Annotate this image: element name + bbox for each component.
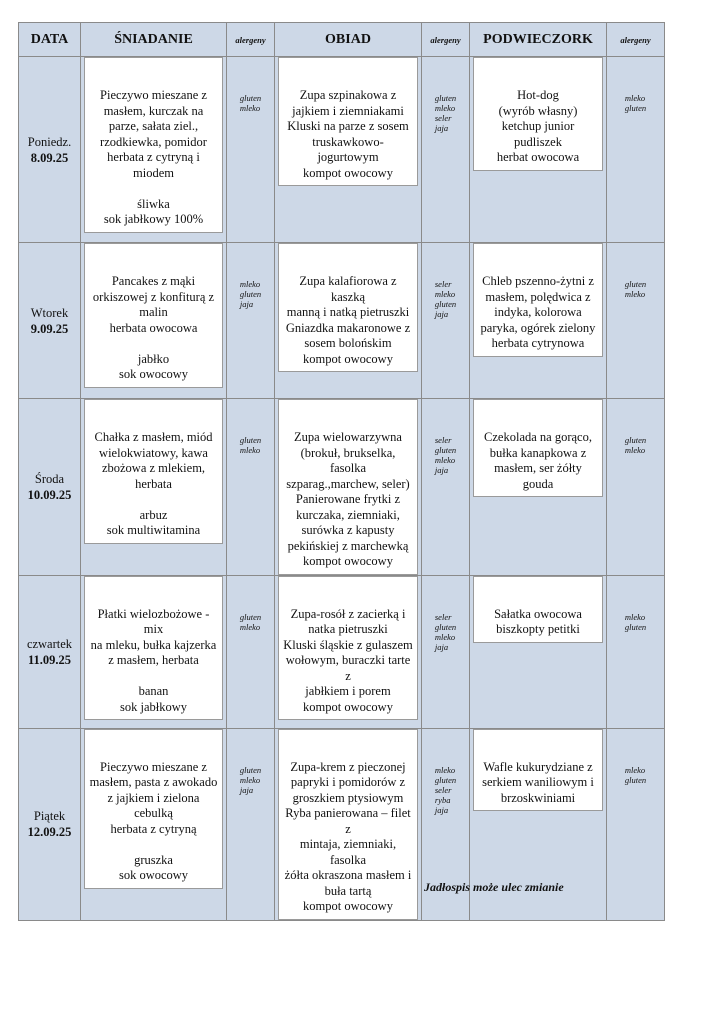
menu-line: masłem, pasta z awokado	[89, 775, 218, 789]
snack-allergens-cell	[607, 399, 665, 576]
menu-line: z jajkiem i zielona	[107, 790, 200, 805]
day-date: 10.09.25	[27, 487, 72, 502]
allergen-item: gluten	[624, 435, 647, 445]
menu-line: zbożowa z mlekiem,	[101, 461, 206, 475]
allergen-item: gluten	[624, 621, 647, 632]
menu-line: Pieczywo mieszane z	[100, 88, 207, 102]
menu-line: mix	[143, 622, 164, 636]
menu-line: jabłkiem i porem	[305, 684, 391, 698]
allergen-item: gluten	[624, 279, 647, 289]
menu-change-note: Jadłospis może ulec zmianie	[424, 880, 564, 894]
day-name: czwartek	[26, 636, 73, 651]
breakfast-allergens-cell	[227, 728, 275, 920]
allergen-item: seler	[434, 784, 452, 795]
snack-cell	[470, 399, 607, 576]
menu-line: herbata	[135, 476, 172, 491]
menu-line: banan	[138, 684, 169, 698]
allergen-item: mleko	[434, 289, 456, 299]
breakfast-cell-box	[84, 57, 223, 233]
allergen-list	[240, 279, 261, 309]
breakfast-allergens-cell	[227, 243, 275, 399]
menu-line: pudliszek	[514, 134, 562, 149]
menu-line: sok owocowy	[118, 367, 189, 381]
menu-line: masłem, ser żółty gouda	[494, 461, 582, 491]
snack-cell-box	[473, 576, 603, 643]
allergen-item: mleko	[239, 445, 261, 455]
snack-allergens-cell	[607, 575, 665, 728]
day-name: Piątek	[33, 809, 66, 823]
allergen-item: mleko	[434, 103, 456, 113]
header-allergens-snack: alergeny	[607, 23, 665, 57]
day-cell	[19, 57, 81, 243]
allergen-list	[625, 765, 646, 785]
lunch-cell	[275, 399, 422, 576]
allergen-item: gluten	[434, 445, 457, 455]
menu-line: natka pietruszki	[308, 622, 388, 636]
menu-line: Kluski śląskie z gulaszem	[283, 637, 413, 652]
menu-line: wielokwiatowy, kawa	[99, 445, 208, 460]
allergen-item: seler	[434, 113, 452, 123]
allergen-list	[625, 279, 646, 299]
menu-line: groszkiem ptysiowym	[292, 790, 404, 805]
menu-line: papryki i pomidorów z	[290, 775, 406, 789]
menu-line: sok multiwitamina	[106, 523, 201, 537]
breakfast-allergens-cell	[227, 57, 275, 243]
menu-line: rzodkiewka, pomidor	[100, 134, 207, 149]
menu-line: śliwka	[137, 196, 170, 211]
header-date: DATA	[19, 23, 81, 57]
menu-line: Zupa-rosół z zacierką i	[290, 606, 406, 621]
menu-line: ketchup junior	[501, 119, 575, 133]
snack-cell-box	[473, 729, 603, 812]
header-lunch: OBIAD	[275, 23, 422, 57]
allergen-item: jaja	[434, 804, 449, 815]
day-name: Poniedz.	[27, 134, 72, 149]
menu-line: Zupa kalafiorowa z kaszką	[299, 274, 397, 304]
day-row	[19, 399, 665, 576]
menu-line: parze, sałata ziel.,	[108, 119, 199, 133]
lunch-allergens-cell	[422, 243, 470, 399]
menu-line: paryka, ogórek zielony	[480, 320, 596, 335]
menu-line: Pieczywo mieszane z	[100, 759, 207, 774]
menu-line	[89, 492, 218, 508]
header-snack: PODWIECZORK	[470, 23, 607, 57]
menu-line: pekińskiej z marchewką	[287, 538, 409, 553]
lunch-cell	[275, 728, 422, 920]
snack-cell-box	[473, 399, 603, 497]
menu-line: herbata owocowa	[109, 320, 198, 335]
menu-line: malin	[139, 305, 168, 319]
menu-line	[89, 669, 218, 685]
menu-line: Panierowane frytki z	[295, 492, 401, 506]
allergen-item: mleko	[434, 764, 456, 775]
allergen-item: seler	[434, 279, 452, 289]
menu-line	[89, 837, 218, 853]
day-cell	[19, 575, 81, 728]
allergen-list	[240, 435, 261, 455]
snack-cell-box	[473, 57, 603, 171]
menu-line: herbata cytrynowa	[491, 336, 585, 350]
allergen-item: gluten	[239, 93, 262, 103]
snack-cell	[470, 243, 607, 399]
allergen-item: jaja	[239, 299, 254, 309]
breakfast-allergens-cell	[227, 399, 275, 576]
allergen-item: mleko	[239, 103, 261, 113]
menu-line: surówka z kapusty	[301, 523, 395, 537]
allergen-item: jaja	[434, 465, 449, 475]
day-date: 12.09.25	[27, 825, 72, 839]
menu-line: gruszka	[134, 852, 173, 867]
allergen-item: jaja	[434, 309, 449, 319]
allergen-item: mleko	[624, 611, 646, 622]
allergen-list	[240, 93, 261, 113]
menu-line: (wyrób własny)	[498, 103, 578, 118]
menu-line: żółta okraszona masłem i	[284, 868, 412, 882]
allergen-item: gluten	[434, 93, 457, 103]
menu-line: Gniazdka makaronowe z	[285, 320, 411, 335]
menu-line: na mleku, bułka kajzerka	[90, 637, 217, 652]
menu-line: kompot owocowy	[303, 554, 393, 568]
snack-allergens-cell	[607, 243, 665, 399]
allergen-item: gluten	[239, 611, 262, 622]
menu-line: Chleb pszenno-żytni z	[482, 274, 594, 288]
lunch-cell-box	[278, 243, 418, 372]
allergen-list	[435, 765, 456, 815]
allergen-item: gluten	[434, 299, 457, 309]
allergen-list	[625, 435, 646, 455]
allergen-list	[435, 93, 456, 133]
breakfast-cell-box	[84, 243, 223, 388]
allergen-list	[435, 612, 456, 652]
allergen-item: mleko	[624, 93, 646, 103]
menu-line: Ryba panierowana – filet z	[285, 806, 411, 836]
menu-line: Wafle kukurydziane z	[483, 759, 593, 774]
allergen-list	[240, 765, 261, 795]
allergen-item: ryba	[434, 794, 451, 805]
breakfast-allergens-cell	[227, 575, 275, 728]
allergen-item: gluten	[624, 774, 647, 785]
menu-table	[18, 22, 665, 921]
day-cell	[19, 728, 81, 920]
allergen-item: mleko	[624, 764, 646, 775]
snack-cell	[470, 575, 607, 728]
lunch-cell	[275, 243, 422, 399]
snack-allergens-cell	[607, 57, 665, 243]
allergen-item: gluten	[624, 103, 647, 113]
snack-cell	[470, 57, 607, 243]
menu-line: Kluski na parze z sosem	[287, 119, 409, 133]
menu-line: (brokuł, brukselka, fasolka	[300, 445, 396, 475]
menu-body	[19, 57, 665, 921]
breakfast-cell-box	[84, 729, 223, 889]
snack-cell-box	[473, 243, 603, 357]
allergen-list	[435, 279, 456, 319]
menu-line: sok owocowy	[118, 868, 189, 882]
menu-line: mintaja, ziemniaki, fasolka	[299, 837, 397, 867]
menu-line: cebulką	[134, 806, 173, 820]
allergen-list	[435, 435, 456, 475]
allergen-item: mleko	[239, 774, 261, 785]
day-name: Wtorek	[30, 305, 69, 320]
menu-line: manną i natką pietruszki	[286, 305, 410, 319]
menu-line: Hot-dog	[517, 88, 559, 102]
menu-line: Zupa wielowarzywna	[294, 430, 402, 444]
menu-line: sok jabłkowy 100%	[103, 212, 204, 226]
allergen-item: mleko	[434, 631, 456, 642]
menu-line: sok jabłkowy	[119, 699, 187, 714]
allergen-item: jaja	[434, 641, 449, 652]
menu-line: bułka kanapkowa z	[489, 445, 587, 460]
menu-line: Płatki wielozbożowe -	[97, 606, 210, 621]
menu-line: wołowym, buraczki tarte z	[285, 653, 411, 683]
menu-line: herbat owocowa	[496, 150, 580, 164]
day-row	[19, 57, 665, 243]
lunch-cell	[275, 57, 422, 243]
menu-line: Chałka z masłem, miód	[94, 430, 213, 444]
day-name: Środa	[34, 471, 65, 486]
menu-line: brzoskwiniami	[500, 790, 576, 805]
day-row	[19, 728, 665, 920]
menu-line: Zupa szpinakowa z	[299, 88, 397, 102]
allergen-item: mleko	[239, 621, 261, 632]
lunch-allergens-cell	[422, 57, 470, 243]
header-breakfast: ŚNIADANIE	[81, 23, 227, 57]
allergen-item: gluten	[239, 289, 262, 299]
allergen-item: jaja	[434, 123, 449, 133]
lunch-allergens-cell	[422, 399, 470, 576]
breakfast-cell	[81, 57, 227, 243]
menu-line: buła tartą	[324, 883, 372, 898]
lunch-allergens-cell	[422, 575, 470, 728]
menu-line: masłem, kurczak na	[103, 103, 204, 118]
day-cell	[19, 399, 81, 576]
menu-line: Sałatka owocowa	[494, 606, 582, 621]
menu-line: Czekolada na gorąco,	[484, 430, 592, 444]
menu-line: biszkopty petitki	[496, 622, 580, 636]
snack-allergens-cell	[607, 728, 665, 920]
day-row	[19, 243, 665, 399]
allergen-item: mleko	[239, 279, 261, 289]
menu-line: jajkiem i ziemniakami	[292, 103, 404, 118]
allergen-item: seler	[434, 435, 452, 445]
day-cell	[19, 243, 81, 399]
menu-line: kurczaka, ziemniaki,	[296, 507, 400, 522]
breakfast-cell-box	[84, 576, 223, 721]
breakfast-cell-box	[84, 399, 223, 544]
menu-line: z masłem, herbata	[108, 653, 199, 667]
menu-line: orkiszowej z konfiturą z	[92, 289, 215, 304]
allergen-item: mleko	[434, 455, 456, 465]
day-date: 9.09.25	[30, 321, 69, 336]
menu-line: jogurtowym	[317, 150, 379, 164]
menu-line: kompot owocowy	[303, 699, 393, 714]
header-allergens-lunch: alergeny	[422, 23, 470, 57]
menu-line	[89, 336, 218, 352]
allergen-list	[625, 612, 646, 632]
menu-line: indyka, kolorowa	[494, 305, 582, 319]
allergen-item: jaja	[239, 784, 254, 795]
allergen-item: gluten	[239, 764, 262, 775]
menu-line: herbata z cytryną i	[107, 150, 200, 164]
menu-line: truskawkowo-	[312, 134, 384, 149]
allergen-item: mleko	[624, 445, 646, 455]
menu-line: herbata z cytryną	[110, 821, 197, 836]
breakfast-cell	[81, 399, 227, 576]
lunch-cell-box	[278, 576, 418, 721]
menu-line: szparag.,marchew, seler)	[286, 476, 410, 491]
menu-line: miodem	[133, 165, 174, 180]
menu-line: kompot owocowy	[303, 351, 393, 366]
menu-line: kompot owocowy	[303, 165, 393, 180]
allergen-item: mleko	[624, 289, 646, 299]
allergen-list	[240, 612, 261, 632]
allergen-item: gluten	[434, 774, 457, 785]
menu-line: kompot owocowy	[303, 899, 393, 913]
breakfast-cell	[81, 243, 227, 399]
day-date: 8.09.25	[30, 150, 69, 165]
lunch-cell-box	[278, 729, 418, 920]
day-row	[19, 575, 665, 728]
allergen-item: gluten	[434, 621, 457, 632]
breakfast-cell	[81, 728, 227, 920]
allergen-item: gluten	[239, 435, 262, 445]
day-date: 11.09.25	[27, 652, 72, 667]
menu-line: masłem, polędwica z	[485, 289, 591, 304]
menu-line: Zupa-krem z pieczonej	[290, 759, 406, 774]
menu-line: serkiem waniliowym i	[482, 775, 594, 789]
menu-line: Pancakes z mąki	[111, 274, 196, 288]
allergen-item: seler	[434, 611, 452, 622]
lunch-cell	[275, 575, 422, 728]
lunch-cell-box	[278, 57, 418, 186]
header-allergens-breakfast: alergeny	[227, 23, 275, 57]
menu-line: arbuz	[139, 507, 168, 522]
menu-line	[89, 181, 218, 197]
allergen-list	[625, 93, 646, 113]
menu-line: jabłko	[137, 351, 170, 366]
menu-line: sosem bolońskim	[304, 336, 392, 350]
breakfast-cell	[81, 575, 227, 728]
lunch-cell-box	[278, 399, 418, 575]
header-row	[19, 23, 665, 57]
